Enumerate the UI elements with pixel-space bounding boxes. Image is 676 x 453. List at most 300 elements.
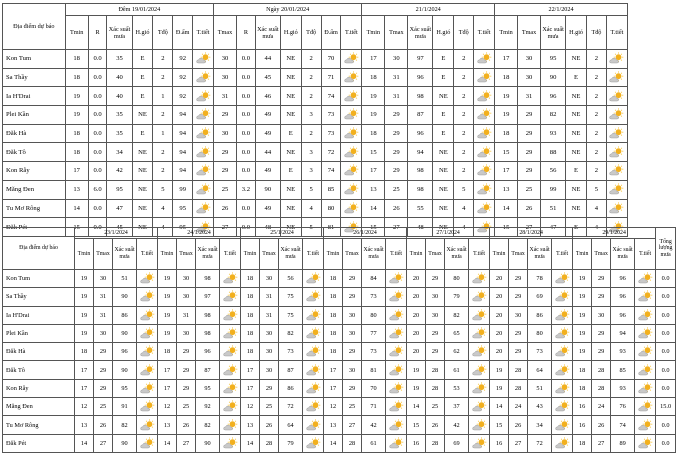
column-header: Xác suất mưa — [196, 239, 220, 270]
data-cell: 75 — [279, 288, 303, 306]
data-cell: 18 — [158, 343, 177, 361]
weather-cell — [635, 306, 656, 324]
partly-cloudy-icon — [609, 128, 624, 139]
partly-cloudy-icon — [555, 273, 570, 284]
data-cell: 74 — [321, 87, 341, 106]
weather-cell — [552, 306, 573, 324]
partly-cloudy-icon — [196, 165, 211, 176]
data-cell: 14 — [158, 434, 177, 452]
data-cell: 3 — [301, 143, 321, 162]
data-cell: 19 — [407, 361, 426, 379]
data-cell: 14 — [495, 199, 518, 218]
column-header: Đ.ẩm — [173, 16, 193, 50]
data-cell: 20 — [490, 306, 509, 324]
data-cell: 94 — [611, 324, 635, 342]
data-cell: NE — [566, 199, 587, 218]
column-header: Tđộ — [454, 16, 474, 50]
partly-cloudy-icon — [223, 383, 238, 394]
data-cell: 97 — [196, 288, 220, 306]
weather-cell — [220, 379, 241, 397]
data-cell: 18 — [573, 379, 592, 397]
data-cell: 12 — [75, 398, 94, 416]
data-cell: 2 — [301, 68, 321, 87]
data-cell: 28 — [592, 361, 611, 379]
column-header: Tđộ — [301, 16, 321, 50]
column-header: T.tiết — [552, 239, 573, 270]
data-cell: 0.0 — [236, 218, 255, 237]
data-cell: 19 — [75, 324, 94, 342]
weather-cell — [606, 87, 627, 106]
data-cell: 80 — [321, 199, 341, 218]
data-cell: 29 — [343, 343, 362, 361]
data-cell: 27 — [385, 218, 408, 237]
column-header: Tđộ — [587, 16, 607, 50]
weather-cell — [469, 398, 490, 416]
location-name: Plei Kần — [3, 324, 75, 342]
data-cell: 19 — [65, 87, 88, 106]
data-cell: 73 — [362, 343, 386, 361]
data-cell: 81 — [321, 218, 341, 237]
data-cell: 18 — [573, 434, 592, 452]
column-header: T.tiết — [341, 16, 362, 50]
data-cell: 14 — [75, 434, 94, 452]
weather-cell — [635, 343, 656, 361]
partly-cloudy-icon — [638, 420, 653, 431]
data-cell: 4 — [153, 199, 173, 218]
total-rain-cell: 0.0 — [656, 361, 676, 379]
partly-cloudy-icon — [223, 328, 238, 339]
column-header: Xác suất mưa — [362, 239, 386, 270]
data-cell: 15 — [407, 416, 426, 434]
partly-cloudy-icon — [344, 165, 359, 176]
data-cell: 2 — [454, 162, 474, 181]
data-cell: 20 — [407, 306, 426, 324]
weather-cell — [552, 270, 573, 288]
data-cell: 95 — [541, 50, 566, 69]
data-cell: 71 — [321, 68, 341, 87]
weather-cell — [474, 180, 495, 199]
data-cell: 93 — [611, 379, 635, 397]
column-header: Tmin — [573, 239, 592, 270]
partly-cloudy-icon — [306, 401, 321, 412]
weather-cell — [469, 288, 490, 306]
weather-cell — [469, 343, 490, 361]
location-name: Đăk Tô — [3, 143, 66, 162]
weather-cell — [635, 270, 656, 288]
total-rain-cell: 0.0 — [656, 270, 676, 288]
data-cell: 5 — [587, 180, 607, 199]
weather-cell — [635, 398, 656, 416]
weather-cell — [220, 361, 241, 379]
partly-cloudy-icon — [140, 346, 155, 357]
data-cell: 19 — [490, 361, 509, 379]
data-cell: 4 — [153, 218, 173, 237]
data-cell: 0.0 — [236, 143, 255, 162]
data-cell: 29 — [592, 343, 611, 361]
data-cell: 30 — [426, 288, 445, 306]
location-name: Măng Đen — [3, 180, 66, 199]
data-cell: 20 — [490, 270, 509, 288]
partly-cloudy-icon — [140, 401, 155, 412]
location-name: Plei Kần — [3, 106, 66, 125]
partly-cloudy-icon — [555, 365, 570, 376]
data-cell: NE — [566, 106, 587, 125]
data-cell: E — [132, 68, 153, 87]
data-cell: 0.0 — [88, 124, 107, 143]
data-cell: 96 — [408, 124, 433, 143]
weather-cell — [474, 50, 495, 69]
data-cell: 92 — [173, 50, 193, 69]
data-cell: 17 — [75, 361, 94, 379]
data-cell: 19 — [490, 379, 509, 397]
data-cell: 3 — [301, 162, 321, 181]
data-cell: 0.0 — [236, 124, 255, 143]
weather-cell — [469, 361, 490, 379]
data-cell: 0.0 — [88, 199, 107, 218]
column-header: Tmin — [158, 239, 177, 270]
data-cell: 51 — [528, 379, 552, 397]
data-cell: 20 — [407, 288, 426, 306]
location-name: Măng Đen — [3, 398, 75, 416]
partly-cloudy-icon — [555, 401, 570, 412]
data-cell: 90 — [113, 434, 137, 452]
partly-cloudy-icon — [196, 72, 211, 83]
data-cell: 29 — [518, 162, 541, 181]
data-cell: 28 — [509, 379, 528, 397]
data-cell: 19 — [158, 324, 177, 342]
data-cell: 96 — [408, 68, 433, 87]
data-cell: 47 — [541, 218, 566, 237]
data-cell: 84 — [362, 270, 386, 288]
data-cell: NE — [280, 106, 301, 125]
data-cell: 27 — [509, 434, 528, 452]
partly-cloudy-icon — [609, 53, 624, 64]
location-name: Kon Tum — [3, 270, 75, 288]
data-cell: 16 — [573, 416, 592, 434]
data-cell: 40 — [107, 87, 132, 106]
day-header: Ngày 20/01/2024 — [214, 4, 362, 16]
column-header: R — [88, 16, 107, 50]
weather-cell — [469, 379, 490, 397]
data-cell: 61 — [445, 361, 469, 379]
data-cell: 20 — [490, 324, 509, 342]
data-cell: 17 — [362, 162, 385, 181]
data-cell: 31 — [518, 87, 541, 106]
partly-cloudy-icon — [306, 365, 321, 376]
weather-cell — [606, 50, 627, 69]
data-cell: 2 — [454, 87, 474, 106]
data-cell: 30 — [343, 324, 362, 342]
weather-cell — [220, 270, 241, 288]
data-cell: 96 — [196, 343, 220, 361]
data-cell: 30 — [385, 50, 408, 69]
data-cell: NE — [280, 87, 301, 106]
table-row — [3, 288, 676, 306]
data-cell: 29 — [343, 270, 362, 288]
data-cell: E — [280, 162, 301, 181]
data-cell: 29 — [592, 288, 611, 306]
data-cell: 14 — [65, 199, 88, 218]
data-cell: 19 — [573, 306, 592, 324]
data-cell: E — [280, 124, 301, 143]
table-row — [3, 87, 628, 106]
column-header: Tmax — [260, 239, 279, 270]
data-cell: 29 — [518, 143, 541, 162]
partly-cloudy-icon — [638, 273, 653, 284]
partly-cloudy-icon — [223, 365, 238, 376]
column-header: Tmin — [490, 239, 509, 270]
weather-cell — [469, 434, 490, 452]
data-cell: 2 — [587, 50, 607, 69]
partly-cloudy-icon — [344, 72, 359, 83]
data-cell: 96 — [541, 87, 566, 106]
data-cell: NE — [280, 180, 301, 199]
partly-cloudy-icon — [389, 328, 404, 339]
data-cell: 13 — [65, 180, 88, 199]
table-row — [3, 270, 676, 288]
data-cell: E — [433, 68, 454, 87]
location-name: Kon Tum — [3, 50, 66, 69]
weather-cell — [386, 324, 407, 342]
data-cell: 18 — [241, 306, 260, 324]
data-cell: 26 — [177, 416, 196, 434]
data-cell: 18 — [75, 343, 94, 361]
data-cell: 14 — [490, 398, 509, 416]
data-cell: 4 — [454, 218, 474, 237]
data-cell: 92 — [173, 87, 193, 106]
data-cell: NE — [433, 180, 454, 199]
partly-cloudy-icon — [472, 273, 487, 284]
column-header: Xác suất mưa — [107, 16, 132, 50]
weather-cell — [635, 434, 656, 452]
partly-cloudy-icon — [196, 203, 211, 214]
data-cell: 20 — [490, 288, 509, 306]
data-cell: 29 — [518, 106, 541, 125]
data-cell: 99 — [541, 180, 566, 199]
data-cell: 26 — [260, 416, 279, 434]
data-cell: 25 — [343, 398, 362, 416]
data-cell: 27 — [592, 434, 611, 452]
partly-cloudy-icon — [609, 147, 624, 158]
location-name: Đăk Hà — [3, 124, 66, 143]
data-cell: 98 — [196, 270, 220, 288]
weather-cell — [341, 143, 362, 162]
partly-cloudy-icon — [472, 346, 487, 357]
data-cell: 29 — [509, 270, 528, 288]
data-cell: 29 — [592, 270, 611, 288]
partly-cloudy-icon — [389, 401, 404, 412]
total-rain-cell: 15.0 — [656, 398, 676, 416]
weather-cell — [474, 124, 495, 143]
data-cell: 29 — [343, 288, 362, 306]
data-cell: 2 — [587, 87, 607, 106]
table-row — [3, 106, 628, 125]
data-cell: 75 — [279, 306, 303, 324]
data-cell: NE — [280, 218, 301, 237]
partly-cloudy-icon — [555, 310, 570, 321]
column-header: Xác suất mưa — [279, 239, 303, 270]
data-cell: 40 — [107, 68, 132, 87]
data-cell: 82 — [445, 306, 469, 324]
weather-cell — [469, 270, 490, 288]
weather-cell — [474, 162, 495, 181]
data-cell: 19 — [158, 288, 177, 306]
data-cell: 0.0 — [236, 68, 255, 87]
data-cell: 86 — [528, 306, 552, 324]
data-cell: 19 — [158, 270, 177, 288]
data-cell: E — [566, 218, 587, 237]
data-cell: 49 — [255, 162, 280, 181]
total-rain-cell: 0.0 — [656, 324, 676, 342]
partly-cloudy-icon — [638, 328, 653, 339]
data-cell: 19 — [75, 270, 94, 288]
data-cell: 26 — [385, 199, 408, 218]
data-cell: E — [433, 124, 454, 143]
data-cell: 90 — [196, 434, 220, 452]
weather-cell — [193, 180, 214, 199]
weather-cell — [137, 434, 158, 452]
data-cell: 18 — [241, 288, 260, 306]
weather-cell — [303, 361, 324, 379]
data-cell: 2 — [454, 143, 474, 162]
weather-cell — [386, 361, 407, 379]
day-header: 21/1/2024 — [362, 4, 495, 16]
day-header: 29/1/2024 — [573, 228, 656, 239]
data-cell: 42 — [445, 416, 469, 434]
data-cell: 4 — [587, 218, 607, 237]
partly-cloudy-icon — [638, 291, 653, 302]
partly-cloudy-icon — [477, 128, 492, 139]
data-cell: 12 — [324, 398, 343, 416]
weather-cell — [386, 306, 407, 324]
location-name: Đăk Pét — [3, 218, 66, 237]
weather-cell — [341, 68, 362, 87]
partly-cloudy-icon — [477, 184, 492, 195]
data-cell: 18 — [324, 288, 343, 306]
data-cell: 29 — [214, 162, 237, 181]
data-cell: 64 — [279, 416, 303, 434]
data-cell: 82 — [541, 106, 566, 125]
partly-cloudy-icon — [555, 346, 570, 357]
partly-cloudy-icon — [140, 420, 155, 431]
partly-cloudy-icon — [477, 72, 492, 83]
data-cell: 31 — [260, 306, 279, 324]
data-cell: 30 — [260, 270, 279, 288]
data-cell: NE — [566, 87, 587, 106]
forecast-table-1 — [2, 3, 628, 237]
location-name: Sa Thầy — [3, 288, 75, 306]
data-cell: 18 — [324, 270, 343, 288]
data-cell: 98 — [196, 324, 220, 342]
column-header: H.gió — [433, 16, 454, 50]
data-cell: 27 — [177, 434, 196, 452]
data-cell: 29 — [177, 361, 196, 379]
partly-cloudy-icon — [306, 328, 321, 339]
data-cell: 25 — [177, 398, 196, 416]
data-cell: 30 — [177, 288, 196, 306]
partly-cloudy-icon — [389, 365, 404, 376]
table-row — [3, 306, 676, 324]
partly-cloudy-icon — [306, 420, 321, 431]
location-name: Đăk Tô — [3, 361, 75, 379]
partly-cloudy-icon — [344, 53, 359, 64]
data-cell: 19 — [158, 306, 177, 324]
weather-cell — [552, 343, 573, 361]
partly-cloudy-icon — [306, 383, 321, 394]
partly-cloudy-icon — [223, 310, 238, 321]
location-name: Đăk Pét — [3, 434, 75, 452]
data-cell: 55 — [408, 199, 433, 218]
data-cell: 18 — [324, 306, 343, 324]
location-name: Sa Thầy — [3, 68, 66, 87]
data-cell: 26 — [518, 199, 541, 218]
location-name: Tu Mơ Rông — [3, 416, 75, 434]
weather-cell — [303, 434, 324, 452]
weather-cell — [635, 416, 656, 434]
location-header: Địa điểm dự báo — [3, 228, 75, 270]
data-cell: 30 — [177, 324, 196, 342]
day-header: 22/1/2024 — [495, 4, 628, 16]
partly-cloudy-icon — [638, 438, 653, 449]
data-cell: 2 — [454, 124, 474, 143]
data-cell: 14 — [407, 398, 426, 416]
data-cell: 14 — [241, 434, 260, 452]
partly-cloudy-icon — [196, 128, 211, 139]
data-cell: 94 — [173, 162, 193, 181]
partly-cloudy-icon — [196, 53, 211, 64]
data-cell: 30 — [214, 50, 237, 69]
table-row — [3, 416, 676, 434]
column-header: Xác suất mưa — [408, 16, 433, 50]
data-cell: 31 — [94, 288, 113, 306]
data-cell: 35 — [107, 124, 132, 143]
data-cell: 19 — [75, 306, 94, 324]
data-cell: 70 — [321, 50, 341, 69]
weather-cell — [220, 398, 241, 416]
partly-cloudy-icon — [140, 291, 155, 302]
data-cell: NE — [433, 87, 454, 106]
data-cell: 49 — [255, 106, 280, 125]
weather-cell — [303, 288, 324, 306]
data-cell: 30 — [343, 361, 362, 379]
data-cell: 29 — [94, 361, 113, 379]
column-header: Đ.ẩm — [321, 16, 341, 50]
column-header: Xác suất mưa — [541, 16, 566, 50]
data-cell: 99 — [173, 180, 193, 199]
data-cell: 72 — [279, 398, 303, 416]
data-cell: 85 — [321, 180, 341, 199]
data-cell: 27 — [518, 218, 541, 237]
data-cell: 13 — [241, 416, 260, 434]
data-cell: 0.0 — [236, 199, 255, 218]
location-name: Kon Rẫy — [3, 379, 75, 397]
data-cell: 92 — [196, 398, 220, 416]
data-cell: NE — [280, 68, 301, 87]
data-cell: 18 — [362, 68, 385, 87]
data-cell: 28 — [260, 434, 279, 452]
column-header: H.gió — [566, 16, 587, 50]
weather-cell — [220, 306, 241, 324]
column-header: T.tiết — [137, 239, 158, 270]
day-header: 24/1/2024 — [158, 228, 241, 239]
data-cell: 77 — [362, 324, 386, 342]
weather-cell — [469, 324, 490, 342]
column-header: Tmax — [385, 16, 408, 50]
partly-cloudy-icon — [140, 310, 155, 321]
data-cell: 15 — [495, 143, 518, 162]
partly-cloudy-icon — [306, 346, 321, 357]
partly-cloudy-icon — [472, 401, 487, 412]
